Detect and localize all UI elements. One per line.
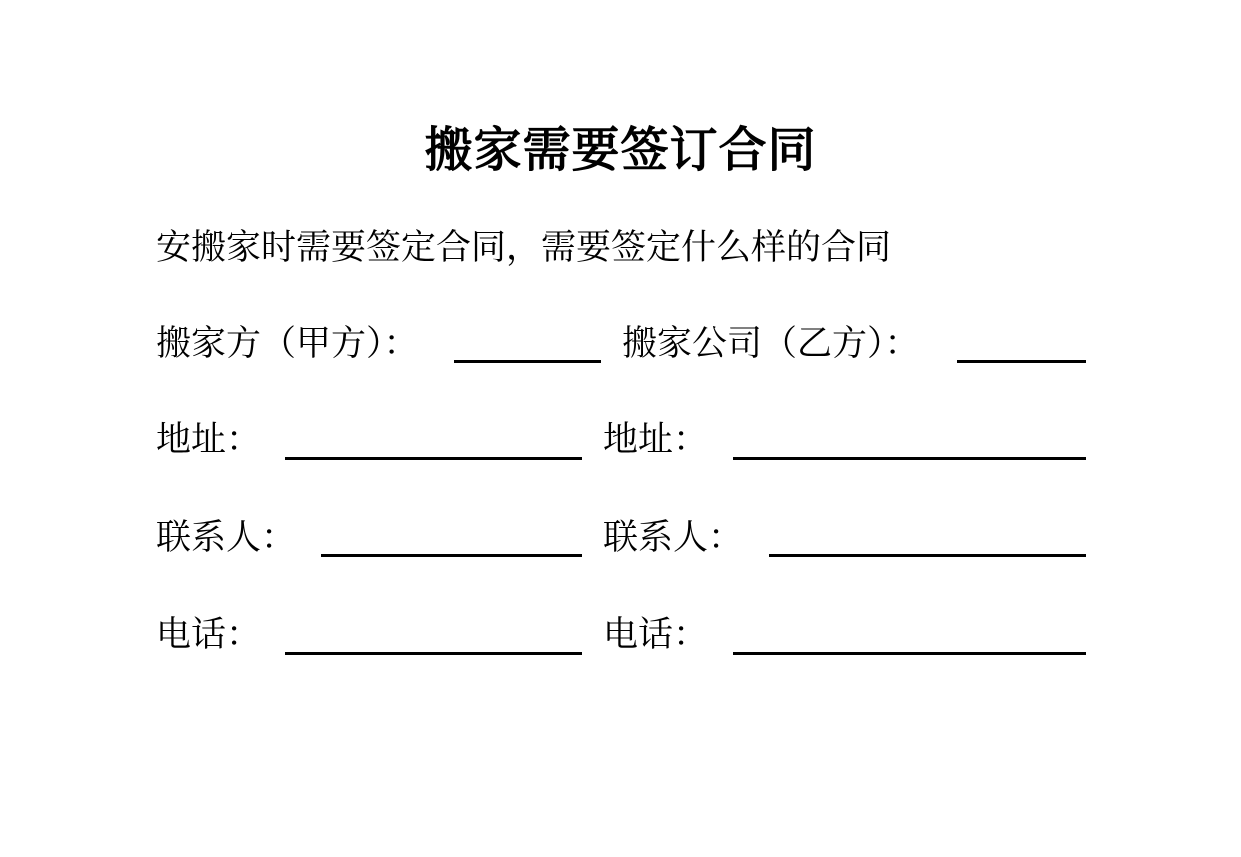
- party-b-label: 搬家公司（乙方）：: [622, 324, 920, 364]
- party-b-address-label: 地址：: [603, 420, 709, 460]
- party-a-label: 搬家方（甲方）：: [156, 324, 419, 364]
- party-a-phone-blank[interactable]: [285, 652, 582, 655]
- party-b-contact-blank[interactable]: [769, 554, 1086, 557]
- party-a-contact-label: 联系人：: [156, 518, 297, 558]
- party-a-phone-label: 电话：: [156, 615, 262, 655]
- party-b-blank[interactable]: [957, 360, 1086, 363]
- party-a-address-label: 地址：: [156, 420, 262, 460]
- address-row: [156, 418, 1086, 466]
- party-b-contact-label: 联系人：: [603, 518, 744, 558]
- party-b-phone-label: 电话：: [603, 615, 709, 655]
- intro-paragraph: 安搬家时需要签定合同，需要签定什么样的合同: [156, 228, 892, 268]
- party-b-phone-blank[interactable]: [733, 652, 1086, 655]
- document-title: 搬家需要签订合同: [424, 122, 817, 178]
- party-a-address-blank[interactable]: [285, 457, 582, 460]
- party-a-contact-blank[interactable]: [321, 554, 582, 557]
- party-b-address-blank[interactable]: [733, 457, 1086, 460]
- contact-row: [156, 516, 1086, 564]
- party-row: [156, 322, 1086, 370]
- party-a-blank[interactable]: [454, 360, 601, 363]
- phone-row: [156, 613, 1086, 661]
